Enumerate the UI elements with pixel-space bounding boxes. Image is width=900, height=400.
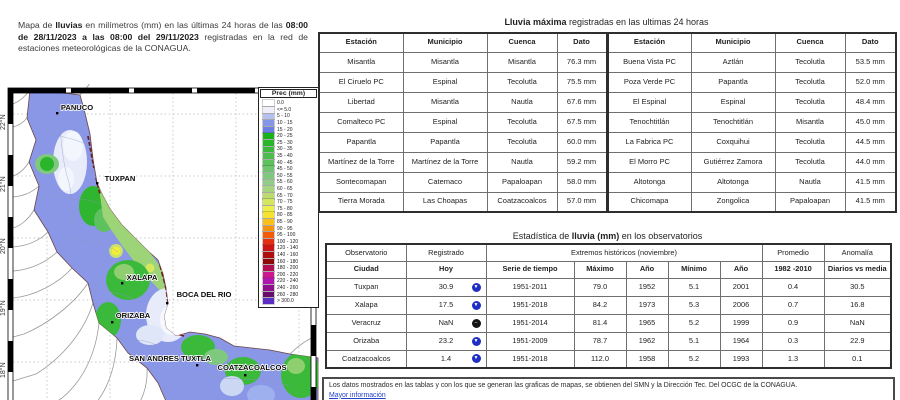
legend-swatch [263, 278, 274, 284]
cell: 75.5 mm [557, 72, 607, 92]
latitude-axis [0, 114, 7, 378]
cell: Chicomapa [607, 192, 691, 212]
legend-entry [260, 258, 317, 265]
legend-swatch [263, 285, 274, 291]
rain-max-row [319, 172, 896, 192]
cell: Tecolutla [487, 132, 557, 152]
cell: Coatzacoalcos [487, 192, 557, 212]
cell: Tecolutla [487, 112, 557, 132]
city-label: PANUCO [60, 103, 94, 112]
cell: Papantla [691, 72, 775, 92]
legend-label: 100 - 120 [277, 238, 299, 245]
cell-hoy [406, 296, 486, 314]
cell-hoy [406, 332, 486, 350]
cell: 1993 [720, 350, 762, 368]
legend-label: 60 - 65 [277, 186, 293, 193]
legend-swatch [263, 252, 274, 258]
legend-label: 45 - 50 [277, 166, 293, 173]
cell-ciudad: Veracruz [326, 314, 406, 332]
rain-max-table [318, 32, 897, 213]
legend-entry [260, 252, 317, 259]
legend-title: Prec (mm) [260, 89, 317, 98]
cell: 53.5 mm [845, 52, 896, 72]
legend-swatch [263, 160, 274, 166]
legend-label: 120 - 140 [277, 245, 299, 252]
rain-max-row [319, 152, 896, 172]
rain-max-row [319, 192, 896, 212]
cell: Nautla [487, 92, 557, 112]
observatory-row [326, 350, 891, 368]
col-header: Año [720, 261, 762, 278]
cell: 81.4 [574, 314, 626, 332]
city-dot [166, 302, 168, 304]
legend-label: 220 - 240 [277, 278, 299, 285]
city-label: COATZACOALCOS [217, 363, 287, 372]
legend-label: 5 - 10 [277, 113, 290, 120]
legend-label: 0.0 [277, 100, 284, 107]
cell: Papaloapan [487, 172, 557, 192]
col-header: Máximo [574, 261, 626, 278]
cell: 0.1 [824, 350, 891, 368]
legend-entry [260, 271, 317, 278]
cell: 1.3 [762, 350, 824, 368]
cell: 1951-2011 [486, 278, 574, 296]
legend-entry [260, 100, 317, 107]
rain-max-row [319, 72, 896, 92]
legend-label: 25 - 30 [277, 139, 293, 146]
legend-swatch [263, 199, 274, 205]
legend-swatch [263, 120, 274, 126]
cell: 5.3 [668, 296, 720, 314]
legend-entry [260, 219, 317, 226]
legend-swatch [263, 127, 274, 133]
cell: 48.4 mm [845, 92, 896, 112]
cell: Tenochtitlán [607, 112, 691, 132]
legend-swatch [263, 206, 274, 212]
legend-swatch [263, 292, 274, 298]
legend-entry [260, 173, 317, 180]
legend-entry [260, 192, 317, 199]
legend-entry [260, 120, 317, 127]
cell: Espinal [403, 72, 487, 92]
cell: Espinal [691, 92, 775, 112]
cell: Buena Vista PC [607, 52, 691, 72]
cell-ciudad: Xalapa [326, 296, 406, 314]
lat-tick-label: 18°N [0, 362, 7, 378]
cell: 1973 [626, 296, 668, 314]
cell: Las Choapas [403, 192, 487, 212]
legend-swatch [263, 153, 274, 159]
rain-max-row [319, 92, 896, 112]
legend-swatch [263, 219, 274, 225]
legend-entry [260, 159, 317, 166]
observatory-stats-table [325, 243, 892, 369]
source-note-line2: Mayor información [329, 391, 386, 399]
cell: Espinal [403, 112, 487, 132]
legend-swatch [263, 226, 274, 232]
legend-label: 70 - 75 [277, 199, 293, 206]
col-header: Hoy [406, 261, 486, 278]
legend-label: 10 - 15 [277, 120, 293, 127]
cell: 44.0 mm [845, 152, 896, 172]
rain-max-header-row [319, 33, 896, 52]
legend-swatch [263, 186, 274, 192]
rain-max-row [319, 52, 896, 72]
legend-swatch [263, 245, 274, 251]
legend-swatch [263, 259, 274, 265]
cell: 79.0 [574, 278, 626, 296]
col-header: Estación [607, 33, 691, 52]
lat-tick-label: 21°N [0, 176, 7, 192]
legend-entry [260, 206, 317, 213]
legend-entry [260, 153, 317, 160]
cell: 5.2 [668, 350, 720, 368]
cell: 45.0 mm [845, 112, 896, 132]
cell: 41.5 mm [845, 172, 896, 192]
legend-entry [260, 278, 317, 285]
cell: Tecolutla [775, 132, 845, 152]
observatory-sub-header-row [326, 261, 891, 278]
legend-swatch [263, 114, 274, 120]
legend-label: 40 - 45 [277, 159, 293, 166]
legend-entry [260, 133, 317, 140]
cell: Misantla [319, 52, 403, 72]
cell: 1951-2018 [486, 296, 574, 314]
col-group-header: Registrado [406, 244, 486, 261]
cell: 5.1 [668, 278, 720, 296]
cell-hoy [406, 314, 486, 332]
cell: Nautla [487, 152, 557, 172]
legend-entry [260, 265, 317, 272]
cell: Coxquihui [691, 132, 775, 152]
legend-label: 35 - 40 [277, 153, 293, 160]
lat-tick-label: 22°N [0, 114, 7, 130]
col-header: Diarios vs media [824, 261, 891, 278]
cell: 41.5 mm [845, 192, 896, 212]
lat-tick-label: 19°N [0, 300, 7, 316]
cell: Misantla [487, 52, 557, 72]
cell: Papantla [319, 132, 403, 152]
cell: Misantla [775, 112, 845, 132]
cell: Altotonga [691, 172, 775, 192]
cell: Papantla [403, 132, 487, 152]
cell-ciudad: Orizaba [326, 332, 406, 350]
cell: La Fabrica PC [607, 132, 691, 152]
cell: El Morro PC [607, 152, 691, 172]
legend-label: 90 - 95 [277, 225, 293, 232]
city-label: BOCA DEL RIO [176, 290, 232, 299]
legend-swatch [263, 140, 274, 146]
cell: 59.2 mm [557, 152, 607, 172]
col-header: Dato [557, 33, 607, 52]
hoy-value: 17.5 [438, 299, 454, 309]
city-dot [56, 112, 58, 114]
cell: Tecolutla [487, 72, 557, 92]
cell: Misantla [403, 52, 487, 72]
cell: 67.6 mm [557, 92, 607, 112]
cell: 1962 [626, 332, 668, 350]
lat-tick-label: 20°N [0, 238, 7, 254]
city-dot [244, 374, 246, 376]
hoy-value: 23.2 [438, 335, 454, 345]
legend-swatch [263, 100, 274, 106]
cell: 1951-2009 [486, 332, 574, 350]
cell: Gutiérrez Zamora [691, 152, 775, 172]
rain-max-table-title: Lluvia máxima registradas en las ultimas 24 horas [504, 17, 709, 27]
cell: Tierra Morada [319, 192, 403, 212]
legend-entry [260, 140, 317, 147]
legend-entry [260, 225, 317, 232]
observatory-table-title: Estadística de lluvia (mm) en los observatorios [512, 231, 703, 241]
legend-swatch [263, 173, 274, 179]
cell: 1965 [626, 314, 668, 332]
legend-entry [260, 212, 317, 219]
col-group-header: Observatorio [326, 244, 406, 261]
legend-label: 55 - 60 [277, 179, 293, 186]
cell: Tenochtitlán [691, 112, 775, 132]
cell: 1958 [626, 350, 668, 368]
legend-label: 20 - 25 [277, 133, 293, 140]
dash-black-icon: – [472, 319, 481, 328]
legend-swatch [263, 180, 274, 186]
hoy-value: 1.4 [440, 353, 452, 363]
cell: Aztlán [691, 52, 775, 72]
legend-label: 15 - 20 [277, 126, 293, 133]
cell: 1952 [626, 278, 668, 296]
city-label: TUXPAN [104, 174, 136, 183]
cell: 1964 [720, 332, 762, 350]
cell: 0.4 [762, 278, 824, 296]
col-header: Año [626, 261, 668, 278]
col-header: Serie de tiempo [486, 261, 574, 278]
legend-entry [260, 166, 317, 173]
legend-swatch [263, 193, 274, 199]
cell: 2001 [720, 278, 762, 296]
legend-swatch [263, 212, 274, 218]
observatory-group-header-row [326, 244, 891, 261]
hoy-value: 30.9 [438, 281, 454, 291]
cell: El Ciruelo PC [319, 72, 403, 92]
legend-label: 65 - 70 [277, 192, 293, 199]
cell: Sontecomapan [319, 172, 403, 192]
col-header: 1982 -2010 [762, 261, 824, 278]
legend-entry [260, 285, 317, 292]
cell: Martínez de la Torre [319, 152, 403, 172]
legend-label: 260 - 280 [277, 291, 299, 298]
legend-swatch [263, 133, 274, 139]
legend-entry [260, 126, 317, 133]
legend-swatch [263, 298, 274, 304]
col-header: Estación [319, 33, 403, 52]
cell: 22.9 [824, 332, 891, 350]
cell: Comalteco PC [319, 112, 403, 132]
cell: 60.0 mm [557, 132, 607, 152]
legend-entry [260, 179, 317, 186]
city-dot [196, 364, 198, 366]
observatory-row [326, 296, 891, 314]
col-header: Mínimo [668, 261, 720, 278]
cell: 1951-2014 [486, 314, 574, 332]
cell: 0.7 [762, 296, 824, 314]
city-label: XALAPA [126, 273, 158, 282]
cell: Tecolutla [775, 72, 845, 92]
legend-label: <= 5.0 [277, 106, 292, 113]
cell-hoy [406, 278, 486, 296]
legend-rows [260, 100, 317, 304]
city-label: ORIZABA [115, 311, 151, 320]
legend-swatch [263, 107, 274, 113]
down-arrow-blue-icon: ▼ [472, 283, 481, 292]
cell: 58.0 mm [557, 172, 607, 192]
legend-entry [260, 186, 317, 193]
legend-label: 80 - 85 [277, 212, 293, 219]
cell: Tecolutla [775, 152, 845, 172]
cell: 67.5 mm [557, 112, 607, 132]
cell: Libertad [319, 92, 403, 112]
legend-entry [260, 232, 317, 239]
city-dot [111, 321, 113, 323]
observatory-row [326, 332, 891, 350]
cell: Martínez de la Torre [403, 152, 487, 172]
cell: 84.2 [574, 296, 626, 314]
precipitation-legend [258, 87, 319, 308]
cell-ciudad: Coatzacoalcos [326, 350, 406, 368]
cell: 1951-2018 [486, 350, 574, 368]
hoy-value: NaN [438, 317, 454, 327]
legend-swatch [263, 147, 274, 153]
legend-swatch [263, 265, 274, 271]
legend-label: 240 - 260 [277, 284, 299, 291]
observatory-row [326, 278, 891, 296]
cell: 0.9 [762, 314, 824, 332]
legend-swatch [263, 232, 274, 238]
cell: Misantla [403, 92, 487, 112]
legend-entry [260, 291, 317, 298]
legend-entry [260, 245, 317, 252]
legend-entry [260, 199, 317, 206]
legend-label: > 300.0 [277, 298, 294, 305]
cell: 112.0 [574, 350, 626, 368]
legend-swatch [263, 166, 274, 172]
cell: Tecolutla [775, 52, 845, 72]
col-header: Dato [845, 33, 896, 52]
down-arrow-blue-icon: ▼ [472, 354, 481, 363]
legend-label: 30 - 35 [277, 146, 293, 153]
cell-ciudad: Tuxpan [326, 278, 406, 296]
col-group-header: Promedio [762, 244, 824, 261]
cell: NaN [824, 314, 891, 332]
cell: 5.2 [668, 314, 720, 332]
cell: 1999 [720, 314, 762, 332]
col-group-header: Extremos históricos (noviembre) [486, 244, 762, 261]
rain-max-row [319, 112, 896, 132]
cell: Catemaco [403, 172, 487, 192]
cell: Altotonga [607, 172, 691, 192]
cell: Nautla [775, 172, 845, 192]
cell: 44.5 mm [845, 132, 896, 152]
down-arrow-blue-icon: ▼ [472, 301, 481, 310]
cell: Tecolutla [775, 92, 845, 112]
cell: Papaloapan [775, 192, 845, 212]
city-dot [121, 282, 123, 284]
legend-label: 180 - 200 [277, 265, 299, 272]
cell: El Espinal [607, 92, 691, 112]
cell: Zongolica [691, 192, 775, 212]
cell: 78.7 [574, 332, 626, 350]
cell: 0.3 [762, 332, 824, 350]
cell: 52.0 mm [845, 72, 896, 92]
cell-hoy [406, 350, 486, 368]
legend-entry [260, 238, 317, 245]
legend-label: 140 - 160 [277, 251, 299, 258]
legend-label: 50 - 55 [277, 172, 293, 179]
legend-label: 160 - 180 [277, 258, 299, 265]
legend-entry [260, 298, 317, 305]
cell: 16.8 [824, 296, 891, 314]
observatory-row [326, 314, 891, 332]
cell: 5.1 [668, 332, 720, 350]
map-caption: Mapa de lluvias en milímetros (mm) en las últimas 24 horas de las 08:00 de 28/11/2023 a las 08:00 del 29/11/2023 registradas en la red de estaciones meteorológicas de la CONAGUA. [18, 20, 309, 54]
legend-label: 200 - 220 [277, 271, 299, 278]
col-header: Ciudad [326, 261, 406, 278]
legend-swatch [263, 239, 274, 245]
source-note-line1: Los datos mostrados en las tablas y con los que se generan las graficas de mapas, se obtienen del SMN y la Dirección Tec. Del OCGC de la CONAGUA. [329, 382, 798, 389]
cell: Poza Verde PC [607, 72, 691, 92]
caption-text: Mapa de [18, 20, 56, 30]
col-header: Municipio [691, 33, 775, 52]
source-note [322, 377, 895, 400]
col-header: Municipio [403, 33, 487, 52]
cell: 30.5 [824, 278, 891, 296]
legend-entry [260, 113, 317, 120]
legend-label: 75 - 80 [277, 205, 293, 212]
city-dot [96, 182, 98, 184]
col-header: Cuenca [775, 33, 845, 52]
rain-max-row [319, 132, 896, 152]
legend-label: 85 - 90 [277, 218, 293, 225]
col-header: Cuenca [487, 33, 557, 52]
legend-entry [260, 107, 317, 114]
legend-entry [260, 146, 317, 153]
col-group-header: Anomalía [824, 244, 891, 261]
cell: 57.0 mm [557, 192, 607, 212]
legend-swatch [263, 272, 274, 278]
cell: 76.3 mm [557, 52, 607, 72]
city-label: SAN ANDRES TUXTLA [129, 354, 211, 363]
down-arrow-blue-icon: ▼ [472, 337, 481, 346]
cell: 2006 [720, 296, 762, 314]
legend-label: 95 - 100 [277, 232, 296, 239]
